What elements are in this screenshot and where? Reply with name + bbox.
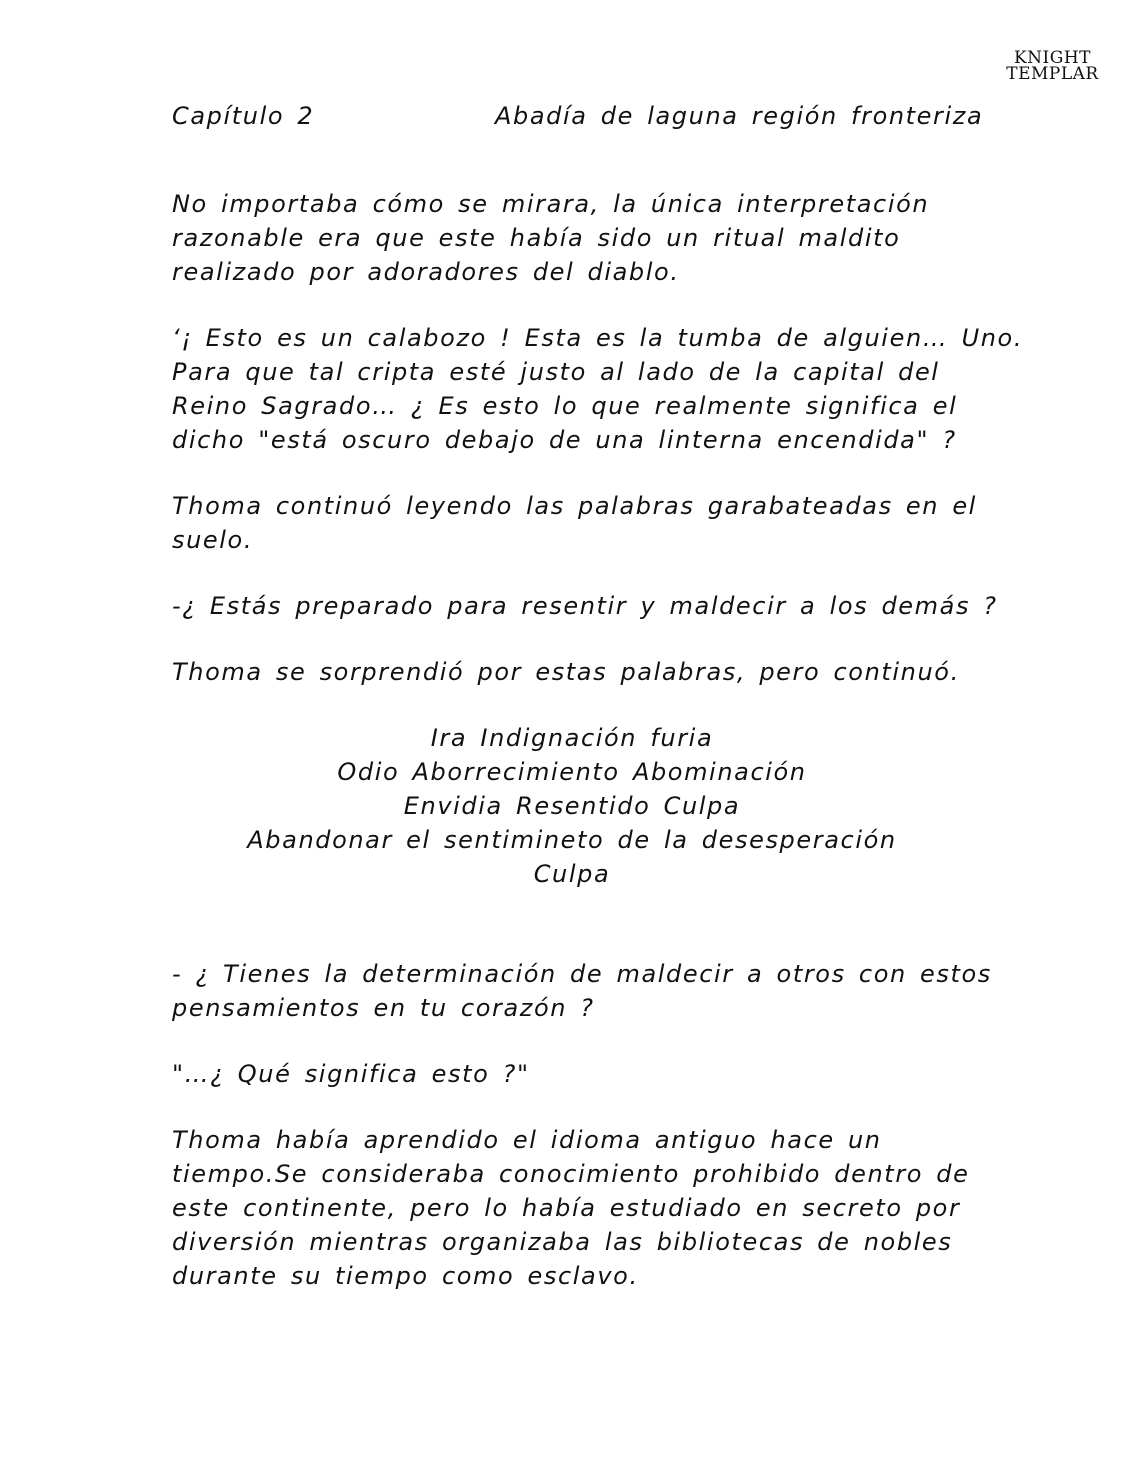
text-line: tiempo.Se consideraba conocimiento prohibido dentro de xyxy=(172,1160,970,1188)
text-line: razonable era que este había sido un ritual maldito xyxy=(172,224,901,252)
chapter-title: Capítulo 2 xyxy=(172,102,315,130)
poem-line: Ira Indignación furia xyxy=(430,724,714,752)
poem-line: Culpa xyxy=(533,860,611,888)
paragraph-1 xyxy=(172,187,992,289)
text-line: dicho "está oscuro debajo de una linterna encendida" ? xyxy=(172,426,957,454)
text-line: Para que tal cripta esté justo al lado de la capital del xyxy=(172,358,940,386)
text-line: Thoma se sorprendió por estas palabras, pero continuó. xyxy=(172,658,960,686)
text-line: -¿ Estás preparado para resentir y maldecir a los demás ? xyxy=(172,592,998,620)
text-line: realizado por adoradores del diablo. xyxy=(172,258,680,286)
text-line: Reino Sagrado… ¿ Es esto lo que realmente significa el xyxy=(172,392,958,420)
paragraph-7 xyxy=(172,1057,992,1091)
text-line: "…¿ Qué significa esto ?" xyxy=(172,1060,530,1088)
paragraph-5 xyxy=(172,655,992,689)
paragraph-2 xyxy=(172,321,1024,457)
text-line: - ¿ Tienes la determinación de maldecir a otros con estos xyxy=(172,960,992,988)
poem-line: Abandonar el sentimineto de la desesperación xyxy=(247,826,897,854)
document-page xyxy=(172,99,1024,1293)
chapter-location: Abadía de laguna región fronteriza xyxy=(495,102,984,130)
text-line: este continente, pero lo había estudiado en secreto por xyxy=(172,1194,961,1222)
publisher-logo xyxy=(990,50,1115,82)
chapter-header xyxy=(172,99,992,133)
text-line: No importaba cómo se mirara, la única interpretación xyxy=(172,190,930,218)
text-line: pensamientos en tu corazón ? xyxy=(172,994,595,1022)
poem-line: Envidia Resentido Culpa xyxy=(403,792,741,820)
text-line: Thoma continuó leyendo las palabras garabateadas en el xyxy=(172,492,977,520)
text-line: ‘¡ Esto es un calabozo ! Esta es la tumba de alguien… Uno. xyxy=(172,324,1024,352)
poem-line: Odio Aborrecimiento Abominación xyxy=(337,758,807,786)
text-line: diversión mientras organizaba las bibliotecas de nobles xyxy=(172,1228,953,1256)
inscription-poem xyxy=(172,721,972,891)
paragraph-6 xyxy=(172,957,992,1025)
text-line: durante su tiempo como esclavo. xyxy=(172,1262,639,1290)
logo-line-2: TEMPLAR xyxy=(1006,64,1099,84)
paragraph-8 xyxy=(172,1123,992,1293)
text-line: suelo. xyxy=(172,526,254,554)
paragraph-3 xyxy=(172,489,992,557)
paragraph-4 xyxy=(172,589,998,623)
text-line: Thoma había aprendido el idioma antiguo hace un xyxy=(172,1126,882,1154)
logo-line-1: KNIGHT xyxy=(1013,48,1092,68)
